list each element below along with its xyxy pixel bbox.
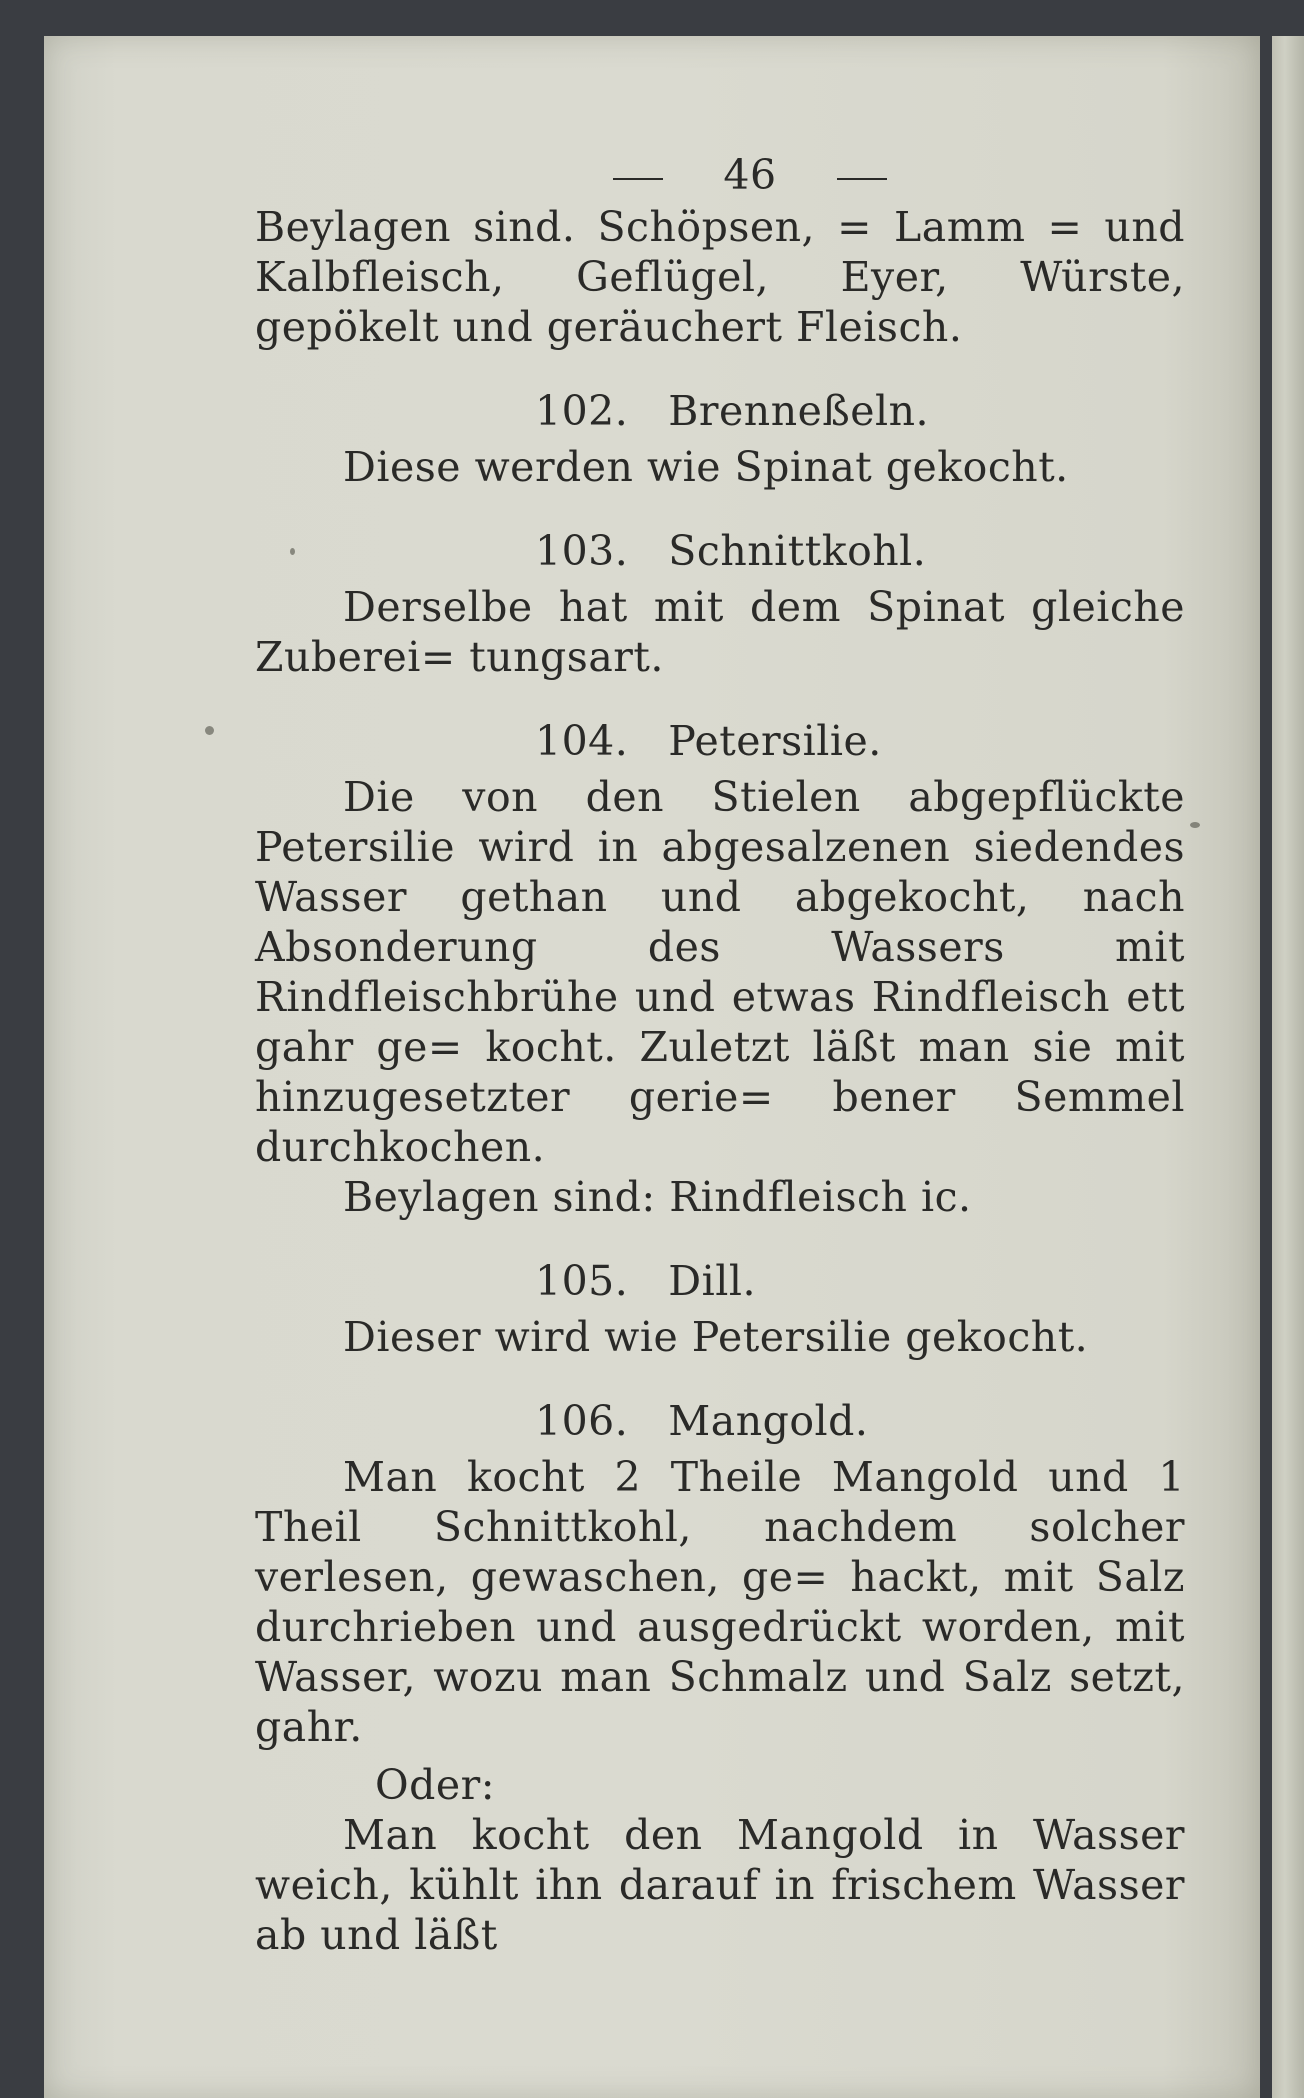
section-heading-104: [255, 716, 1185, 766]
section-body: Diese werden wie Spinat gekocht.: [343, 443, 1069, 491]
ink-spot: [1190, 822, 1200, 828]
section-number: 104.: [535, 717, 629, 765]
oder-label: Oder:: [375, 1761, 496, 1809]
section-body: Die von den Stielen abgepflückte Petersilie wird in abgesalzenen siedendes Wasser gethan und abgekocht, nach Absonderung des Wassers mit Rindfleischbrühe und etwas Rindfleisch ett gahr ge= kocht. Zuletzt läßt man sie mit hinzugesetzter gerie= bener Semmel durchkochen.: [255, 773, 1185, 1171]
page-number: 46: [723, 151, 777, 199]
section-body: Beylagen sind: Rindfleisch ic.: [343, 1173, 972, 1221]
section-body: Derselbe hat mit dem Spinat gleiche Zuberei= tungsart.: [255, 583, 1185, 681]
header-dash-left: [613, 178, 663, 180]
section-heading-102: [255, 386, 1185, 436]
section-heading-103: [255, 526, 1185, 576]
section-heading-106: [255, 1396, 1185, 1446]
section-title: Mangold.: [668, 1397, 869, 1445]
page-header: [315, 150, 1185, 200]
page-edge: [1272, 36, 1304, 2098]
section-title: Petersilie.: [668, 717, 882, 765]
section-number: 106.: [535, 1397, 629, 1445]
section-title: Brenneßeln.: [668, 387, 930, 435]
intro-text: [255, 202, 1185, 352]
section-heading-105: [255, 1256, 1185, 1306]
intro-line: Geflügel, Eyer, Würste, gepökelt und geräuchert: [255, 253, 1185, 351]
section-title: Schnittkohl.: [668, 527, 927, 575]
section-body: Man kocht 2 Theile Mangold und 1 Theil Schnittkohl, nachdem solcher verlesen, gewaschen, ge= hackt, mit Salz durchrieben und ausgedrückt worden, mit Wasser, wozu man Schmalz und Salz setzt, gahr.: [255, 1453, 1185, 1751]
header-dash-right: [837, 178, 887, 180]
intro-line: Beylagen sind. Schöpsen, = Lamm = und Kalbfleisch,: [255, 203, 1185, 301]
section-body: Dieser wird wie Petersilie gekocht.: [343, 1313, 1089, 1361]
section-number: 102.: [535, 387, 629, 435]
ink-spot: [205, 726, 214, 735]
section-number: 105.: [535, 1257, 629, 1305]
section-body: Man kocht den Mangold in Wasser weich, kühlt ihn darauf in frischem Wasser ab und läßt: [255, 1811, 1185, 1959]
intro-line: Fleisch.: [795, 303, 963, 351]
section-number: 103.: [535, 527, 629, 575]
section-title: Dill.: [668, 1257, 757, 1305]
page-text: [255, 150, 1185, 1960]
